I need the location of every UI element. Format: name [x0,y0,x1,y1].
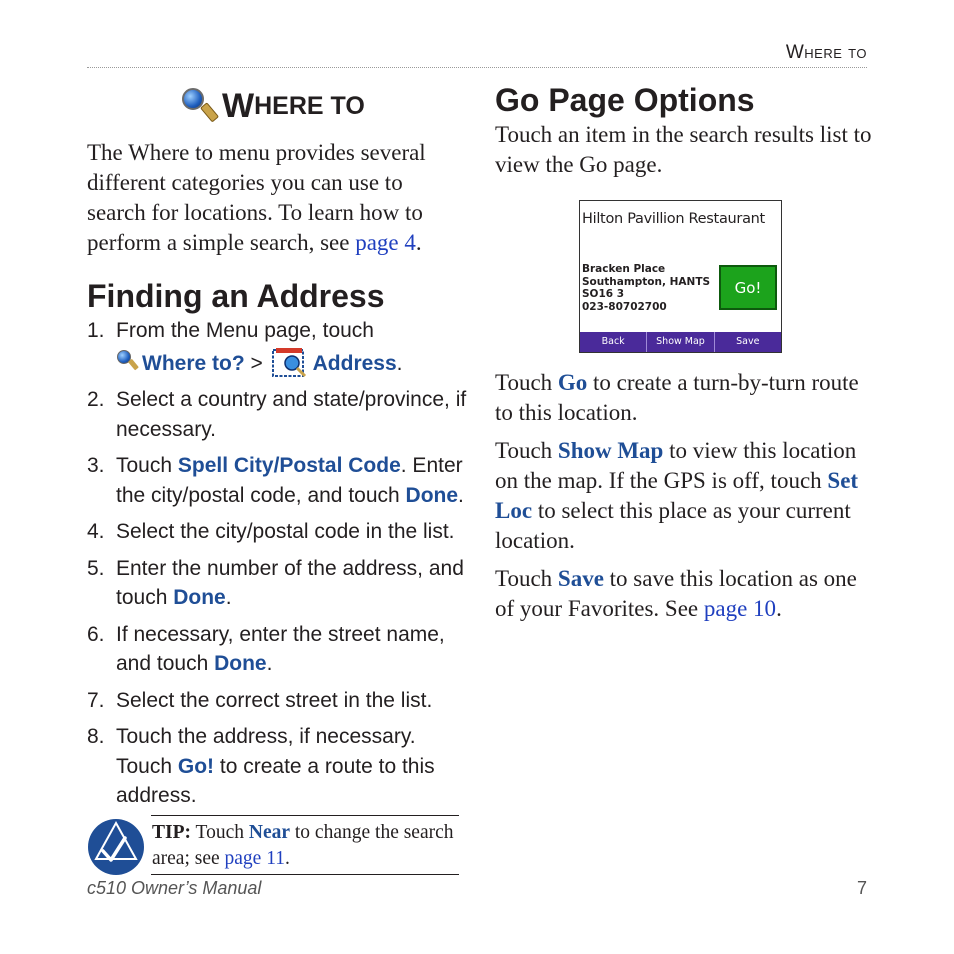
step-text: If necessary, enter the street name, and touch [116,622,445,675]
steps-list [87,316,467,818]
para-text: to view this location on the map. If the GPS is off, touch [495,438,857,493]
go-intro: Touch an item in the search results list to view the Go page. [495,122,872,177]
address-line: Southampton, HANTS [582,275,711,288]
para-text: Touch [495,370,558,395]
step-3 [87,451,467,510]
finding-address-heading: Finding an Address [87,278,385,314]
header-rest: here to [804,42,867,63]
page-11-link[interactable]: page 11 [224,848,285,869]
tip-text [152,820,458,872]
checkmark-tip-icon [87,818,145,876]
go-page-options-heading: Go Page Options [495,82,755,118]
go-button[interactable]: Go! [719,265,777,310]
go-page-screenshot [579,200,782,353]
para-text: to save this location as one of your Favorites. See [495,566,857,621]
set-loc-label: Set Loc [495,468,859,523]
step-number: 8. [87,725,105,748]
address-icon [272,346,310,378]
arrow-separator: > [250,351,263,375]
step-number: 6. [87,622,105,646]
tip-pre: Touch [191,822,249,843]
para-text: Touch [495,566,558,591]
phone-number: 023-80702700 [582,300,667,313]
save-paragraph [495,564,865,624]
running-header [786,42,867,64]
step-text: Select a country and state/province, if necessary. [116,388,467,441]
place-title: Hilton Pavillion Restaurant [582,211,765,227]
header-initial: W [785,42,805,63]
place-address [582,263,710,313]
show-map-paragraph [495,436,865,556]
done-label: Done [214,652,267,675]
go-paragraph [495,368,865,428]
near-label: Near [248,822,291,843]
back-button[interactable]: Back [601,336,625,347]
intro-end: . [415,230,422,255]
section-heading-where-to [180,84,365,128]
magnifier-icon [180,86,214,126]
para-text: Touch [495,438,558,463]
step-end: to create a route to this address. [116,754,435,807]
step-number: 3. [87,454,105,477]
step-8 [87,722,467,811]
step-text: Touch [116,454,178,477]
step-text: Select the correct street in the list. [116,688,433,712]
heading-rest: HERE TO [254,91,365,120]
step-1 [87,316,467,378]
para-text: to select this place as your current location. [495,498,851,553]
step-text: Enter the number of the address, and touch [116,556,464,609]
done-label: Done [405,483,459,507]
done-label: Done [173,586,226,609]
address-label: Address [312,351,397,375]
tip-rule-bottom [151,874,459,875]
address-line: Bracken Place [582,263,666,275]
heading-initial: W [222,86,255,125]
step-6 [87,620,467,679]
step-text: From the Menu page, touch [116,319,374,342]
tip-label: TIP: [152,822,191,843]
para-text: . [776,596,782,621]
step-2 [87,385,467,444]
step-number: 1. [87,319,105,342]
step-end: . [458,483,464,507]
step-number: 2. [87,388,105,411]
footer-page-number: 7 [856,878,867,898]
step-text: . Enter the city/postal code, and touch [116,454,463,507]
go-label: Go [557,370,588,395]
tip-mid: to change the search area; see [152,822,454,869]
where-to-icon [116,349,138,373]
step-4 [87,517,467,547]
step-7 [87,686,467,716]
save-button[interactable]: Save [714,332,781,352]
where-intro [87,138,467,258]
step-text: Touch the address, if necessary. Touch [116,725,416,778]
address-line: SO16 3 [582,288,625,300]
tip-end: . [285,848,290,869]
page-4-link[interactable]: page 4 [355,230,416,255]
device-button-bar [580,332,781,352]
para-text: to create a turn-by-turn route to this location. [495,370,859,425]
step-text: Select the city/postal code in the list. [116,520,455,543]
spell-city-label: Spell City/Postal Code [177,454,401,477]
step-end: . [266,652,273,675]
step-end: . [396,351,403,375]
where-to-label: Where to? [142,351,245,375]
show-map-label: Show Map [557,438,664,463]
step-5 [87,554,467,613]
header-divider [87,67,867,68]
footer-manual-title: c510 Owner’s Manual [87,878,262,898]
step-number: 5. [87,556,105,580]
page-10-link[interactable]: page 10 [703,596,777,621]
tip-rule-top [151,815,459,816]
step-number: 4. [87,520,105,543]
step-number: 7. [87,688,105,712]
step-end: . [225,586,232,609]
go-label: Go! [177,754,215,778]
show-map-button[interactable]: Show Map [646,332,713,352]
intro-text: The Where to menu provides several different categories you can use to search for locations. To learn how to perform a simple search, see [87,140,426,255]
save-label: Save [557,566,604,591]
